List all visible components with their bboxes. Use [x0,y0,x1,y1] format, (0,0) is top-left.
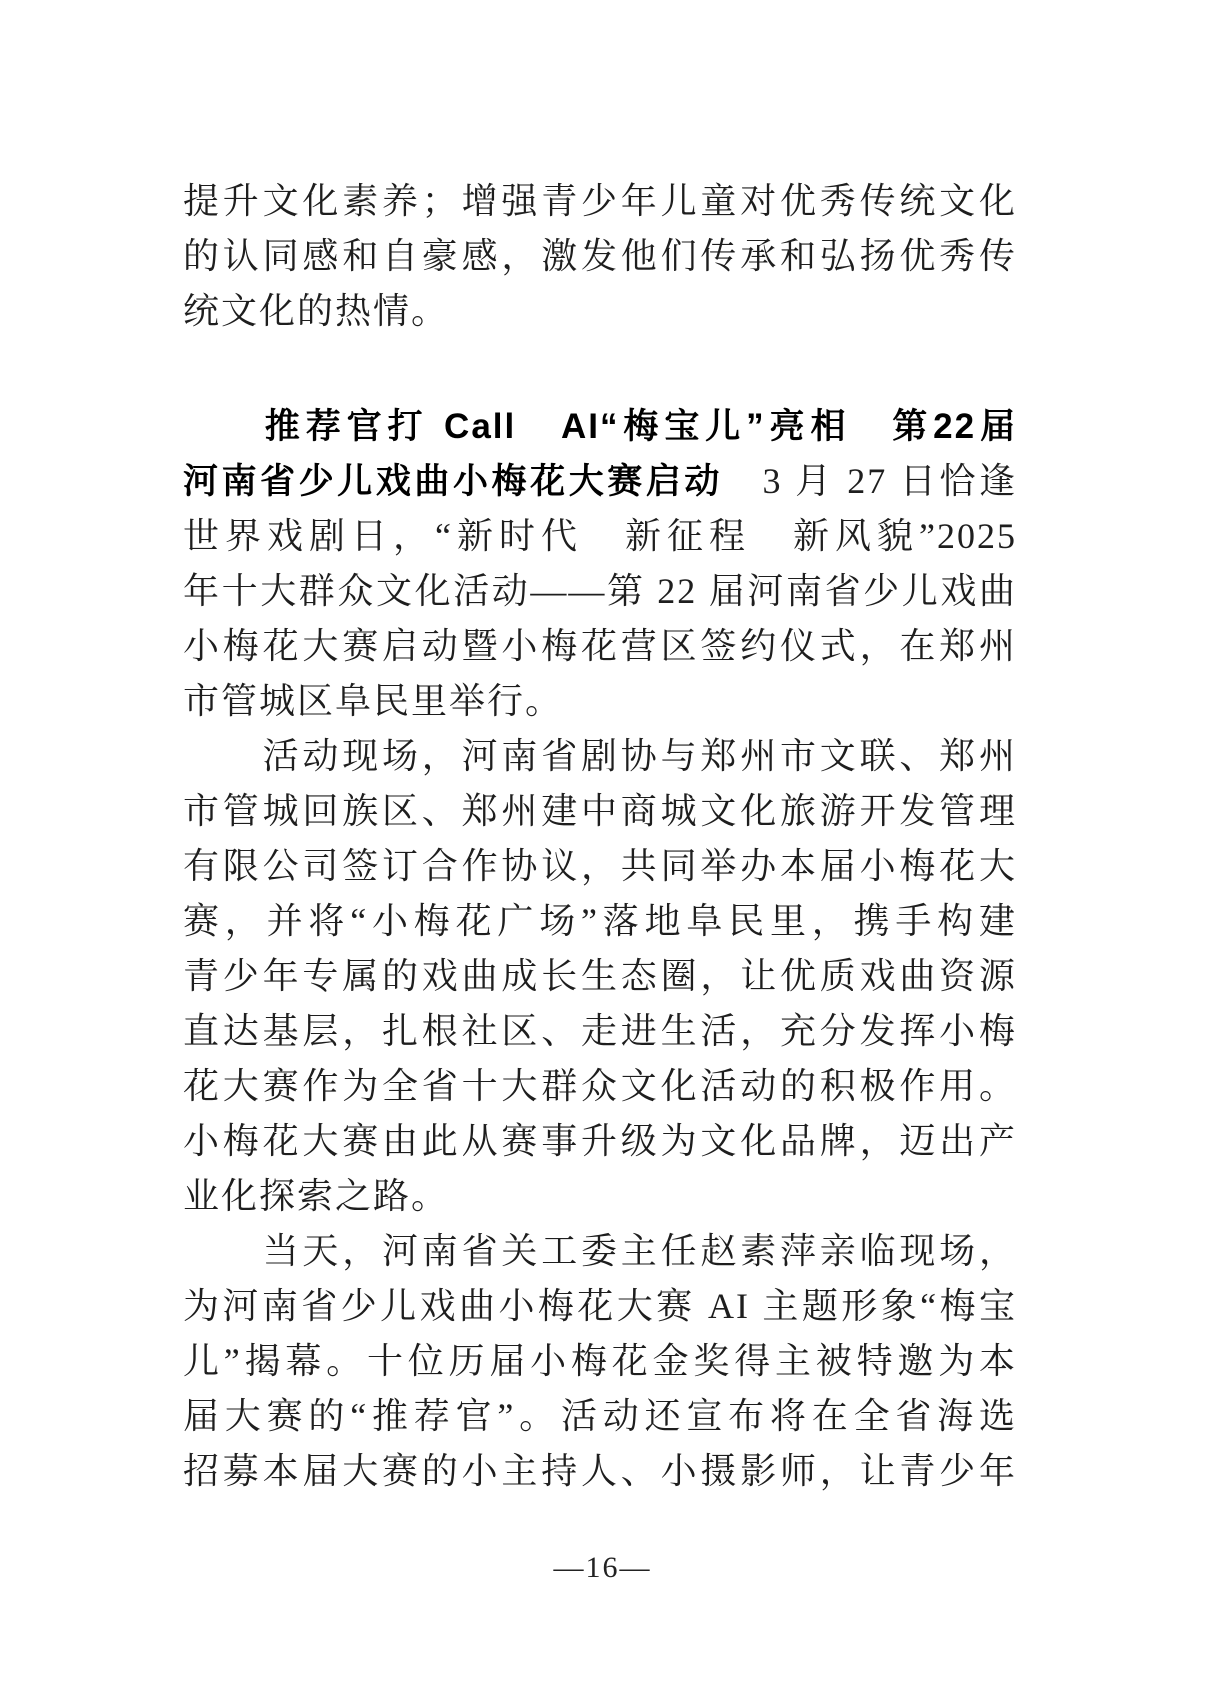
text-line: 招募本届大赛的小主持人、小摄影师，让青少年 [183,1451,1017,1491]
paragraph [183,729,1017,1224]
text-line: 有限公司签订合作协议，共同举办本届小梅花大 [183,846,1017,886]
section-heading-line-1: 推荐官打 Call AI“梅宝儿”亮相 第22届 [183,407,1017,446]
text-line: 业化探索之路。 [183,1176,450,1216]
text-line: 小梅花大赛由此从赛事升级为文化品牌，迈出产 [183,1121,1017,1161]
text-line: 花大赛作为全省十大群众文化活动的积极作用。 [183,1066,1017,1106]
text-line: 市管城区阜民里举行。 [183,681,564,721]
text-line: 市管城回族区、郑州建中商城文化旅游开发管理 [183,791,1017,831]
text-line: 届大赛的“推荐官”。活动还宣布将在全省海选 [183,1396,1017,1436]
section-heading-line-2 [183,454,1017,509]
paragraph-with-heading [183,399,1017,729]
text-line: 提升文化素养；增强青少年儿童对优秀传统文化 [183,181,1017,221]
text-run: 3 月 27 日恰逢 [722,461,1017,501]
text-line: 青少年专属的戏曲成长生态圈，让优质戏曲资源 [183,956,1017,996]
text-line: 统文化的热情。 [183,291,450,331]
text-line: 直达基层，扎根社区、走进生活，充分发挥小梅 [183,1011,1017,1051]
text-line: 的认同感和自豪感，激发他们传承和弘扬优秀传 [183,236,1017,276]
text-line: 小梅花大赛启动暨小梅花营区签约仪式，在郑州 [183,626,1017,666]
text-column [183,174,1017,1499]
paragraph-continued [183,174,1017,339]
text-line: 当天，河南省关工委主任赵素萍亲临现场， [183,1231,1017,1271]
text-line: 活动现场，河南省剧协与郑州市文联、郑州 [183,736,1017,776]
blank-line [183,339,1017,399]
paragraph [183,1224,1017,1499]
text-line: 为河南省少儿戏曲小梅花大赛 AI 主题形象“梅宝 [183,1286,1017,1326]
text-line: 世界戏剧日，“新时代 新征程 新风貌”2025 [183,516,1017,556]
text-line: 年十大群众文化活动——第 22 届河南省少儿戏曲 [183,571,1017,611]
text-line: 儿”揭幕。十位历届小梅花金奖得主被特邀为本 [183,1341,1017,1381]
page-number: —16— [553,1551,652,1584]
section-heading-bold-text: 河南省少儿戏曲小梅花大赛启动 [183,462,723,501]
text-line: 赛，并将“小梅花广场”落地阜民里，携手构建 [183,901,1017,941]
